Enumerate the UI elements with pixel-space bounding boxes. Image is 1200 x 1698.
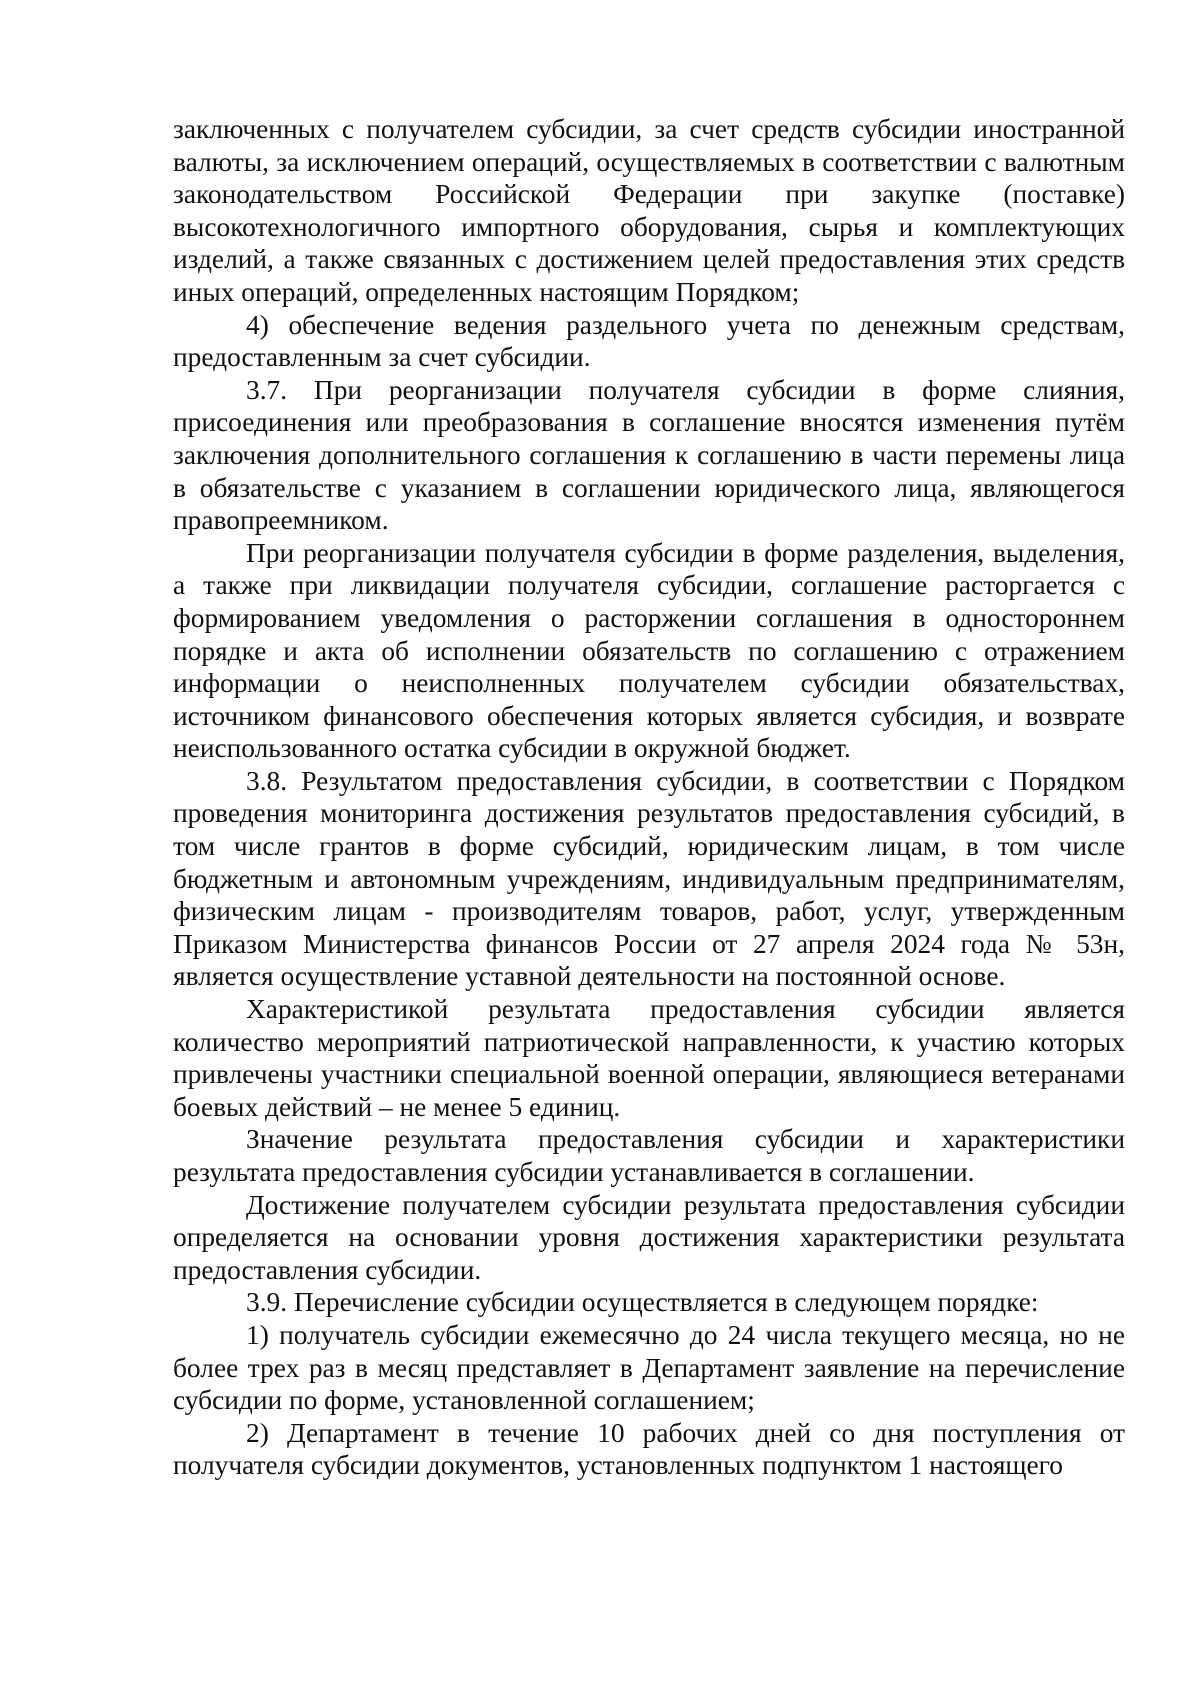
paragraph-result-characteristic: Характеристикой результата предоставления субсидии является количество мероприятий патриотической направленности, к участию которых привлечены участники специальной военной операции, являющиеся ветеранами боевых действий – не менее 5 единиц. [173,994,1125,1122]
paragraph-3-8-result-of-subsidy: 3.8. Результатом предоставления субсидии, в соответствии с Порядком проведения мониторинга достижения результатов предоставления субсидий, в том числе грантов в форме субсидий, юридическим лицам, в том числе бюджетным и автономным учреждениям, индивидуальным предпринимателям, физическим лицам - производителям товаров, работ, услуг, утвержденным Приказом Министерства финансов России от 27 апреля 2024 года № 53н, является осуществление уставной деятельности на постоянной основе. [173,765,1125,992]
paragraph-transfer-step-2: 2) Департамент в течение 10 рабочих дней со дня поступления от получателя субсидии документов, установленных подпунктом 1 настоящего [173,1417,1125,1481]
document-body [173,113,1125,1482]
paragraph-result-value: Значение результата предоставления субсидии и характеристики результата предоставления субсидии устанавливается в соглашении. [173,1124,1125,1187]
paragraph-3-7-reorganization-merger: 3.7. При реорганизации получателя субсидии в форме слияния, присоединения или преобразования в соглашение вносятся изменения путём заключения дополнительного соглашения к соглашению в части перемены лица в обязательстве с указанием в соглашении юридического лица, являющегося правопреемником. [173,374,1125,536]
paragraph-reorganization-division-liquidation: При реорганизации получателя субсидии в форме разделения, выделения, а также при ликвидации получателя субсидии, соглашение расторгается с формированием уведомления о расторжении соглашения в одностороннем порядке и акта об исполнении обязательств по соглашению с отражением информации о неисполненных получателем субсидии обязательствах, источником финансового обеспечения которых является субсидия, и возврате неиспользованного остатка субсидии в окружной бюджет. [173,537,1125,764]
paragraph-foreign-currency-clause: заключенных с получателем субсидии, за счет средств субсидии иностранной валюты, за исключением операций, осуществляемых в соответствии с валютным законодательством Российской Федерации при закупке (поставке) высокотехнологичного импортного оборудования, сырья и комплектующих изделий, а также связанных с достижением целей предоставления этих средств иных операций, определенных настоящим Порядком; [173,114,1125,307]
paragraph-3-9-transfer-procedure: 3.9. Перечисление субсидии осуществляется в следующем порядке: [246,1287,1039,1318]
paragraph-transfer-step-1: 1) получатель субсидии ежемесячно до 24 числа текущего месяца, но не более трех раз в месяц представляет в Департамент заявление на перечисление субсидии по форме, установленной соглашением; [173,1319,1125,1416]
paragraph-item-4-separate-accounting: 4) обеспечение ведения раздельного учета по денежным средствам, предоставленным за счет субсидии. [173,309,1125,373]
paragraph-result-achievement: Достижение получателем субсидии результата предоставления субсидии определяется на основании уровня достижения характеристики результата предоставления субсидии. [173,1189,1125,1285]
